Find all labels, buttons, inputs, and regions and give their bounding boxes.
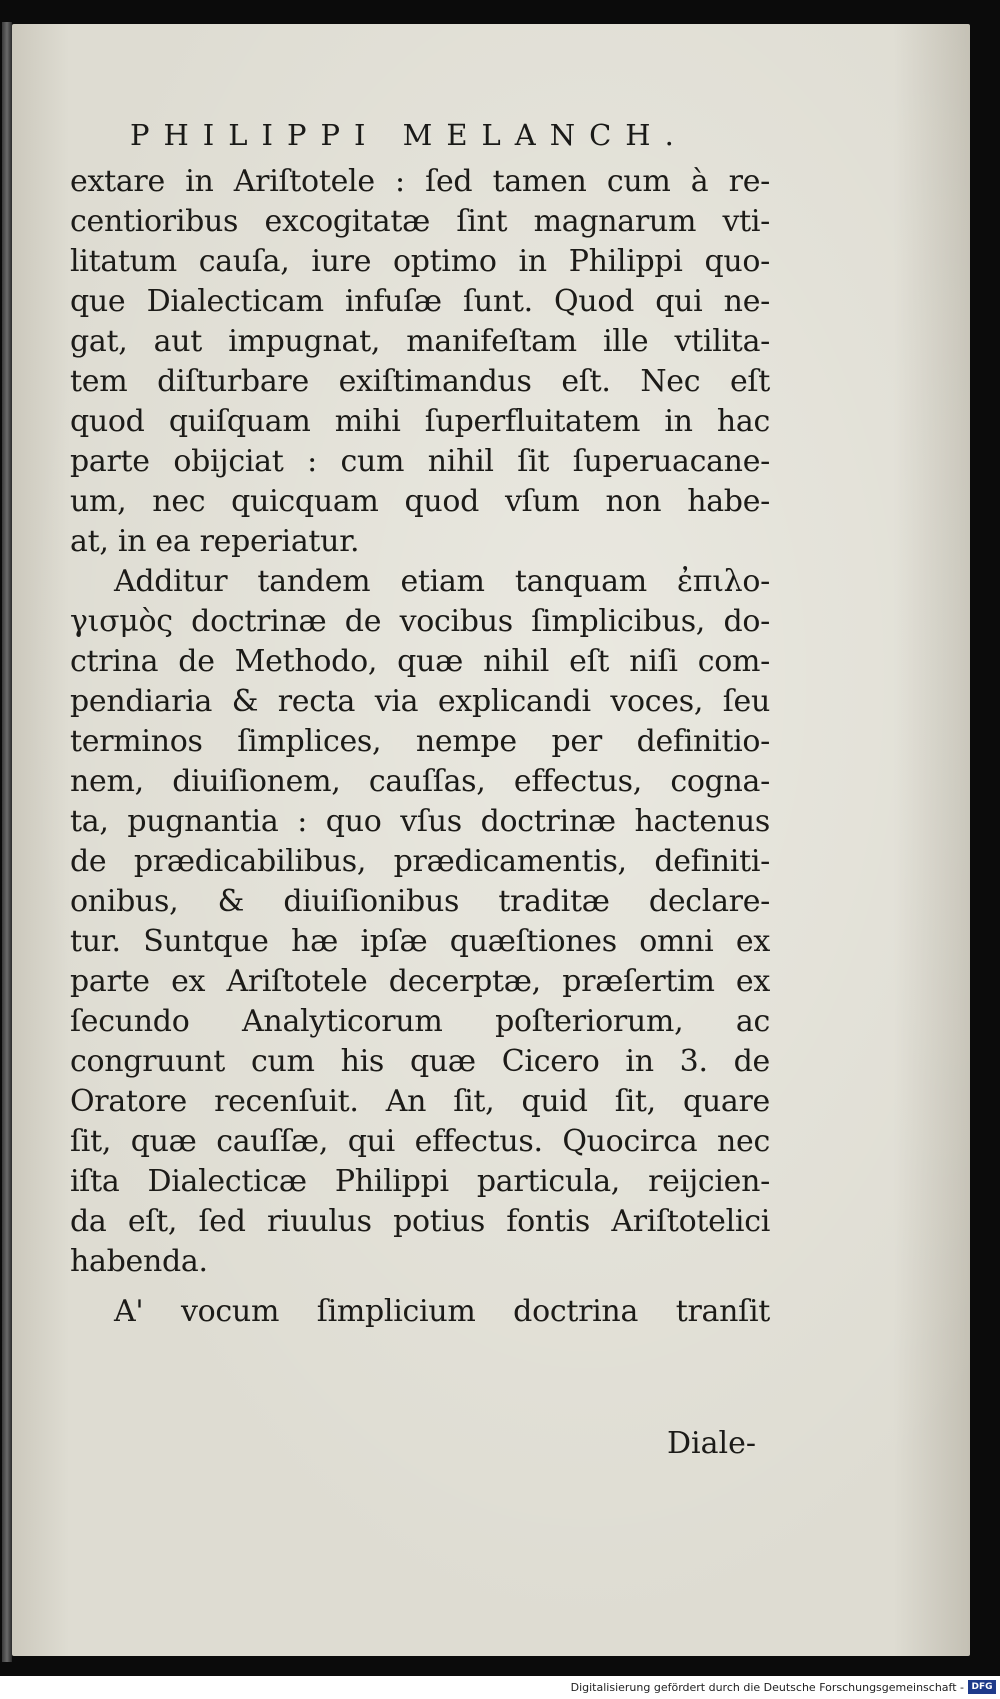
text-line: at, in ea reperiatur. bbox=[70, 524, 360, 559]
text-line: tem diſturbare exiſtimandus eſt. Nec eſt bbox=[70, 364, 770, 399]
text-line: tur. Suntque hæ ipſæ quæſtiones omni ex bbox=[70, 924, 770, 959]
text-line: ſecundo Analyticorum poſteriorum, ac bbox=[70, 1004, 770, 1039]
text-line: habenda. bbox=[70, 1244, 208, 1279]
text-line: nem, diuiſionem, cauſſas, effectus, cogna- bbox=[70, 764, 770, 799]
text-line: litatum cauſa, iure optimo in Philippi quo- bbox=[70, 244, 770, 279]
digitization-footer bbox=[0, 1676, 1000, 1699]
text-line: parte ex Ariſtotele decerptæ, præſertim ex bbox=[70, 964, 770, 999]
text-line: iſta Dialecticæ Philippi particula, reijcien- bbox=[70, 1164, 770, 1199]
running-head: PHILIPPI MELANCH. bbox=[130, 118, 688, 152]
text-line: que Dialecticam infuſæ ſunt. Quod qui ne- bbox=[70, 284, 770, 319]
text-line: ſit, quæ cauſſæ, qui effectus. Quocirca nec bbox=[70, 1124, 770, 1159]
text-line: A' vocum ſimplicium doctrina tranſit bbox=[114, 1294, 770, 1329]
text-line: parte obijciat : cum nihil ſit ſuperuacane- bbox=[70, 444, 770, 479]
text-line: congruunt cum his quæ Cicero in 3. de bbox=[70, 1044, 770, 1079]
text-line: Additur tandem etiam tanquam ἐπιλο- bbox=[114, 564, 770, 599]
footer-credit: Digitalisierung gefördert durch die Deutsche Forschungsgemeinschaft - bbox=[570, 1681, 964, 1694]
text-line: Oratore recenſuit. An ſit, quid ſit, quare bbox=[70, 1084, 770, 1119]
text-line: extare in Ariſtotele : ſed tamen cum à re- bbox=[70, 164, 770, 199]
text-line: pendiaria & recta via explicandi voces, ſeu bbox=[70, 684, 770, 719]
text-line: de prædicabilibus, prædicamentis, definiti- bbox=[70, 844, 770, 879]
text-line: ctrina de Methodo, quæ nihil eſt niſi com- bbox=[70, 644, 770, 679]
text-line: centioribus excogitatæ ſint magnarum vti- bbox=[70, 204, 770, 239]
book-spine-edge bbox=[2, 22, 12, 1662]
text-line: gat, aut impugnat, manifeſtam ille vtilita- bbox=[70, 324, 770, 359]
text-line: γισμὸς doctrinæ de vocibus ſimplicibus, do- bbox=[70, 604, 770, 639]
text-line: quod quiſquam mihi ſuperfluitatem in hac bbox=[70, 404, 770, 439]
dfg-logo: DFG bbox=[968, 1680, 996, 1694]
text-line: onibus, & diuiſionibus traditæ declare- bbox=[70, 884, 770, 919]
catchword: Diale- bbox=[667, 1426, 757, 1461]
text-line: um, nec quicquam quod vſum non habe- bbox=[70, 484, 770, 519]
text-line: da eſt, ſed riuulus potius fontis Ariſtotelici bbox=[70, 1204, 770, 1239]
book-page bbox=[12, 24, 970, 1656]
text-line: terminos ſimplices, nempe per definitio- bbox=[70, 724, 770, 759]
text-line: ta, pugnantia : quo vſus doctrinæ hactenus bbox=[70, 804, 770, 839]
